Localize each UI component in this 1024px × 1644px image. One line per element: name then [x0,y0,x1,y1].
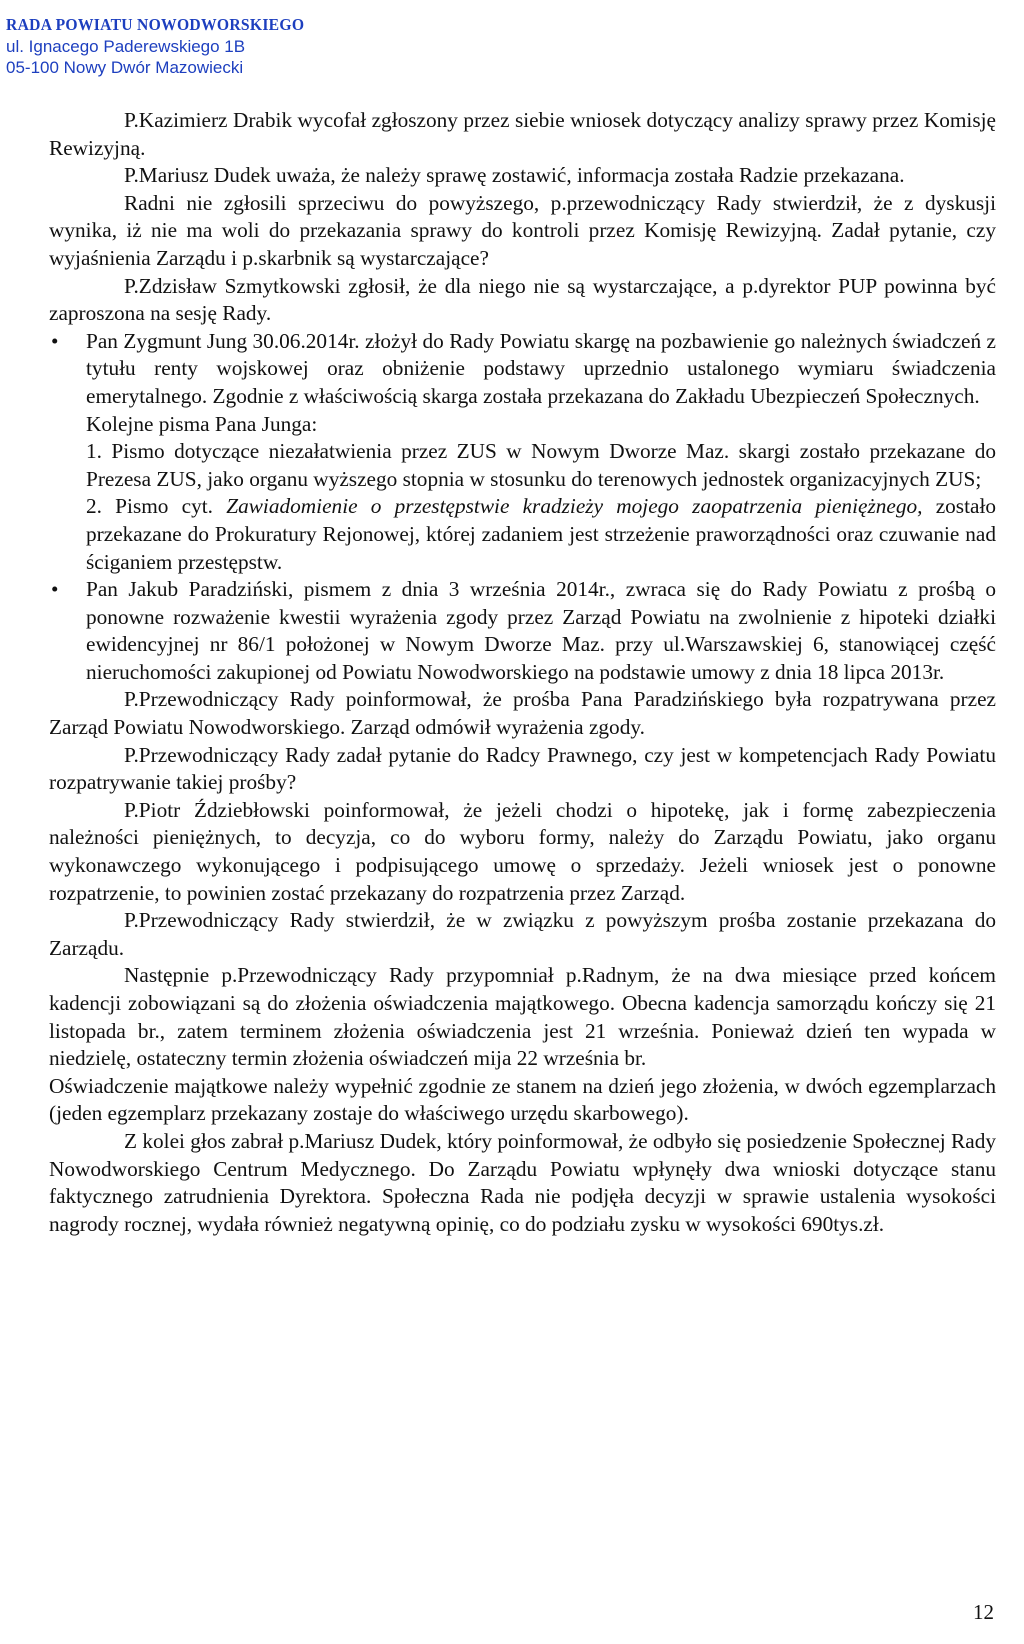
stamp-line-city: 05-100 Nowy Dwór Mazowiecki [6,58,244,77]
list-item: 1. Pismo dotyczące niezałatwienia przez ZUS w Nowym Dworze Maz. skargi zostało przekazane do Prezesa ZUS, jako organu wyższego stopnia w stosunku do terenowych jednostek organizacyjnych ZUS; [86,439,996,491]
quoted-title: Zawiadomienie o przestępstwie kradzieży mojego zaopatrzenia pieniężnego, [226,494,923,519]
paragraph: P.Zdzisław Szmytkowski zgłosił, że dla niego nie są wystarczające, a p.dyrektor PUP powinna być zaproszona na sesję Rady. [49,273,996,326]
list-item-rest: zostało przekazane do Prokuratury Rejonowej, której zadaniem jest strzeżenie praworządności oraz czuwanie nad ściganiem przestępstw. [86,494,997,574]
paragraph: P.Mariusz Dudek uważa, że należy sprawę zostawić, informacja została Radzie przekazana. [124,163,905,188]
list-item [49,493,996,576]
paragraph: Następnie p.Przewodniczący Rady przypomniał p.Radnym, że na dwa miesiące przed końcem kadencji zobowiązani są do złożenia oświadczenia majątkowego. Obecna kadencja samorządu kończy się 21 listopada br., zatem terminem złożenia oświadczenia jest 21 września. Ponieważ dzień ten wypada w niedzielę, ostateczny termin złożenia oświadczeń mija 22 września br. [49,963,996,1071]
stamp-line-council: RADA POWIATU NOWODWORSKIEGO [6,15,305,34]
paragraph: P.Przewodniczący Rady zadał pytanie do Radcy Prawnego, czy jest w kompetencjach Rady Powiatu rozpatrywanie takiej prośby? [49,742,996,795]
paragraph: P.Przewodniczący Rady poinformował, że prośba Pana Paradzińskiego była rozpatrywana przez Zarząd Powiatu Nowodworskiego. Zarząd odmówił wyrażenia zgody. [49,687,996,740]
paragraph: Kolejne pisma Pana Junga: [86,411,318,436]
paragraph: Oświadczenie majątkowe należy wypełnić zgodnie ze stanem na dzień jego złożenia, w dwóch egzemplarzach (jeden egzemplarz przekazany zostaje do właściwego urzędu skarbowego). [49,1073,996,1126]
page-number: 12 [973,1600,994,1624]
list-item-lead: 2. Pismo cyt. [86,494,214,519]
paragraph: Z kolei głos zabrał p.Mariusz Dudek, który poinformował, że odbyło się posiedzenie Społecznej Rady Nowodworskiego Centrum Medycznego. Do Zarządu Powiatu wpłynęły dwa wnioski dotyczące stanu faktycznego zatrudnienia Dyrektora. Społeczna Rada nie podjęła decyzji w sprawie ustalenia wysokości nagrody rocznej, wydała również negatywną opinię, co do podziału zysku w wysokości 690tys.zł. [49,1128,996,1236]
bullet-item: • Pan Zygmunt Jung 30.06.2014r. złożył do Rady Powiatu skargę na pozbawienie go należnych świadczeń z tytułu renty wojskowej oraz obniżenie podstawy uprzednio ustalonego wymiaru świadczenia emerytalnego. Zgodnie z właściwością skarga została przekazana do Zakładu Ubezpieczeń Społecznych. [49,328,996,411]
paragraph: P.Kazimierz Drabik wycofał zgłoszony przez siebie wniosek dotyczący analizy sprawy przez Komisję Rewizyjną. [49,108,996,160]
council-stamp [6,14,330,78]
stamp-line-street: ul. Ignacego Paderewskiego 1B [6,37,246,56]
paragraph: P.Przewodniczący Rady stwierdził, że w związku z powyższym prośba zostanie przekazana do Zarządu. [49,908,996,960]
document-body [49,107,996,1238]
paragraph: Radni nie zgłosili sprzeciwu do powyższego, p.przewodniczący Rady stwierdził, że z dyskusji wynika, iż nie ma woli do przekazania sprawy do kontroli przez Komisję Rewizyjną. Zadał pytanie, czy wyjaśnienia Zarządu i p.skarbnik są wystarczające? [49,190,996,270]
bullet-item: • Pan Jakub Paradziński, pismem z dnia 3 września 2014r., zwraca się do Rady Powiatu z prośbą o ponowne rozważenie kwestii wyrażenia zgody przez Zarząd Powiatu na zwolnienie z hipoteki działki ewidencyjnej nr 86/1 położonej w Nowym Dworze Maz. przy ul.Warszawskiej 6, stanowiącej część nieruchomości zakupionej od Powiatu Nowodworskiego na podstawie umowy z dnia 18 lipca 2013r. [49,576,996,686]
paragraph: P.Piotr Ździebłowski poinformował, że jeżeli chodzi o hipotekę, jak i formę zabezpieczenia należności pieniężnych, to decyzja, co do wyboru formy, należy do Zarządu Powiatu, jako organu wykonawczego wykonującego i podpisującego umowę o sprzedaży. Jeżeli wniosek jest o ponowne rozpatrzenie, to powinien zostać przekazany do rozpatrzenia przez Zarząd. [49,797,996,905]
